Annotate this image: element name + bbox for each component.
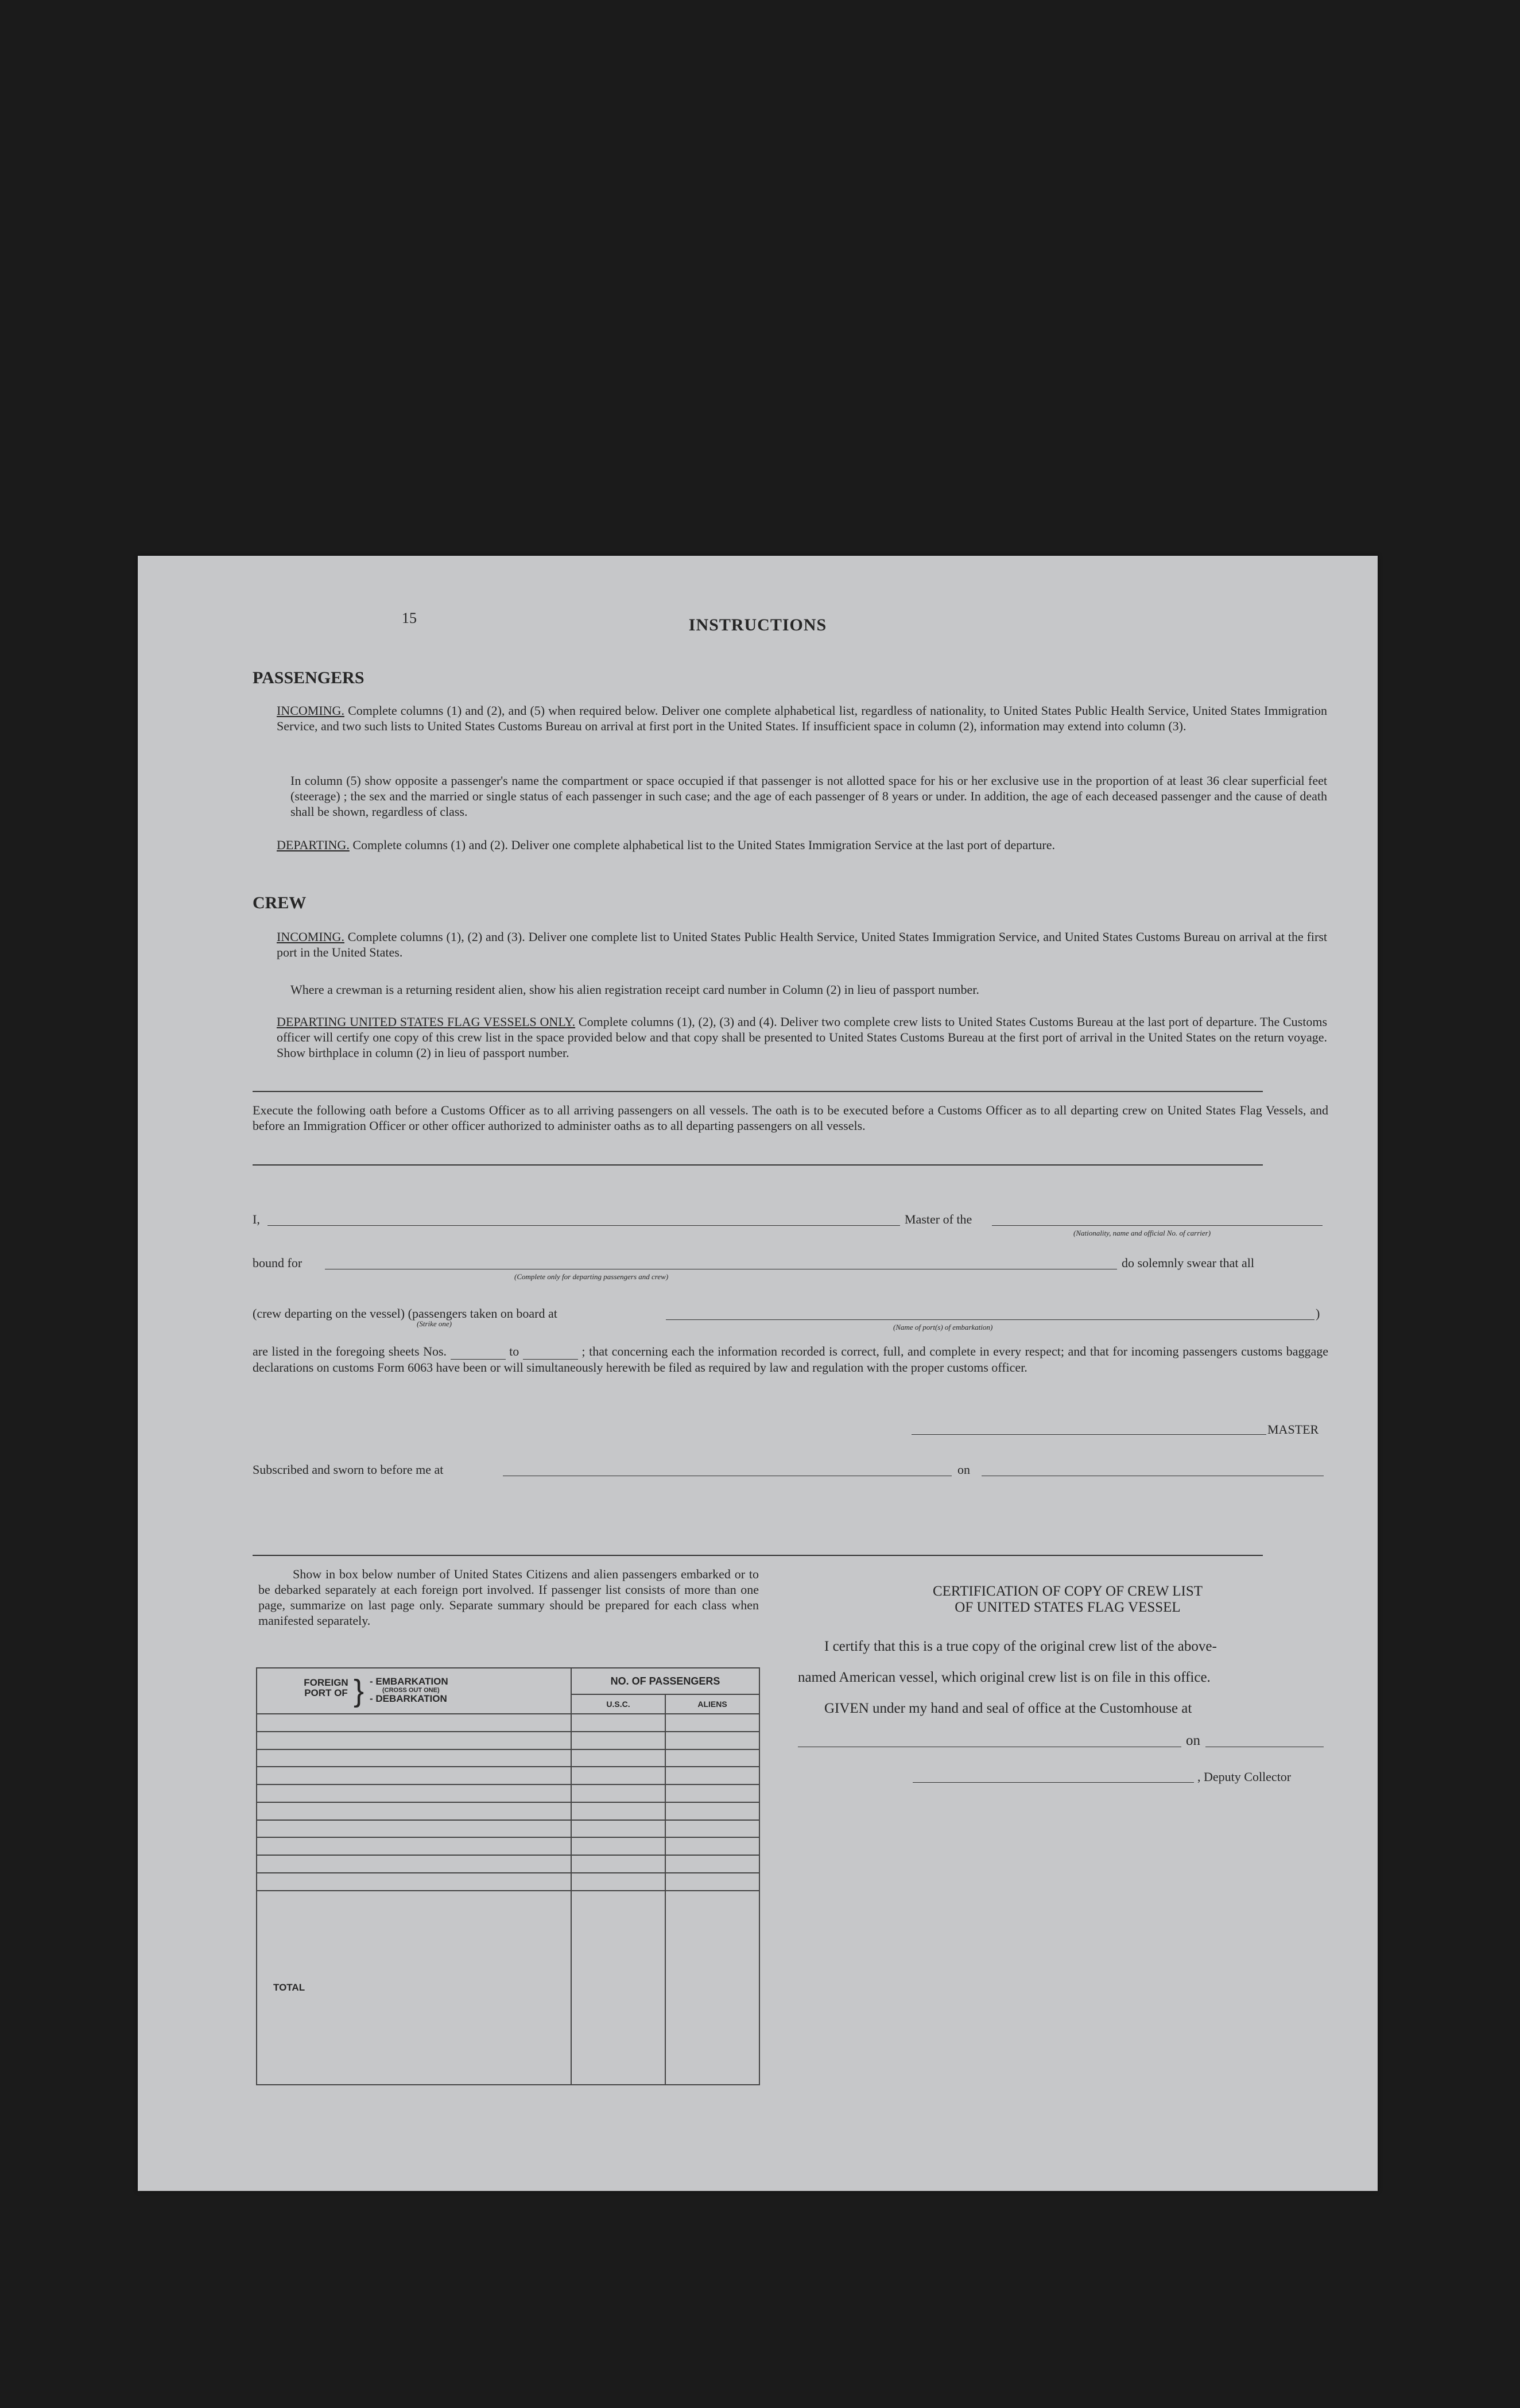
certification-line1: I certify that this is a true copy of the original crew list of the above-: [824, 1639, 1217, 1654]
master-label: MASTER: [1267, 1422, 1319, 1437]
aliens-cell[interactable]: [665, 1855, 759, 1873]
summary-row: [257, 1767, 759, 1784]
strike-one-note: (Strike one): [417, 1319, 452, 1328]
aliens-header: ALIENS: [665, 1694, 759, 1714]
summary-row: [257, 1820, 759, 1838]
bound-for-label: bound for: [253, 1256, 303, 1270]
summary-instructions: Show in box below number of United States Citizens and alien passengers embarked or to be debarked separately at each foreign port involved. If passenger list consists of more than one page, summarize on last page only. Separate summary should be prepared for each class when manifested separately.: [258, 1567, 759, 1628]
crew-departing-label-oath: (crew departing on the vessel) (passengers taken on board at: [253, 1306, 557, 1321]
certification-title: [827, 1584, 1309, 1616]
certification-line2: named American vessel, which original crew list is on file in this office.: [798, 1670, 1211, 1685]
crew-heading: CREW: [253, 893, 307, 912]
usc-header: U.S.C.: [571, 1694, 665, 1714]
passengers-departing: [277, 837, 1327, 853]
divider-bottom: [253, 1555, 1263, 1556]
aliens-cell[interactable]: [665, 1749, 759, 1767]
crew-incoming-label: INCOMING.: [277, 930, 344, 944]
subscribed-on-label: on: [957, 1462, 970, 1477]
ports-note: (Name of port(s) of embarkation): [893, 1323, 993, 1331]
crew-incoming-text: Complete columns (1), (2) and (3). Deliver one complete list to United States Public Health Service, United States Immigration Service, and United States Customs Bureau on arrival at the first port in the United States.: [277, 930, 1328, 959]
port-cell[interactable]: [257, 1749, 571, 1767]
debarkation-label: - DEBARKATION: [370, 1693, 447, 1704]
port-cell[interactable]: [257, 1784, 571, 1802]
port-cell[interactable]: [257, 1767, 571, 1784]
aliens-cell[interactable]: [665, 1714, 759, 1732]
brace-symbol: }: [354, 1674, 365, 1708]
divider-oath: [253, 1164, 1263, 1166]
summary-total-row: [257, 1891, 759, 2085]
crew-incoming: [277, 929, 1327, 960]
summary-row: [257, 1749, 759, 1767]
page-title: INSTRUCTIONS: [688, 615, 827, 634]
summary-row: [257, 1837, 759, 1855]
summary-row: [257, 1873, 759, 1891]
certification-on-label: on: [1186, 1733, 1200, 1748]
aliens-cell[interactable]: [665, 1820, 759, 1838]
usc-cell[interactable]: [571, 1873, 665, 1891]
sheet-to-line[interactable]: [523, 1344, 578, 1360]
listed-text-a: are listed in the foregoing sheets Nos.: [253, 1344, 447, 1358]
passengers-departing-text: Complete columns (1) and (2). Deliver one complete alphabetical list to the United States Immigration Service at the last port of departure.: [352, 838, 1056, 852]
deputy-signature-line[interactable]: [913, 1782, 1194, 1783]
subscribed-label: Subscribed and sworn to before me at: [253, 1462, 444, 1477]
carrier-line[interactable]: [992, 1225, 1323, 1226]
certification-title-line2: OF UNITED STATES FLAG VESSEL: [955, 1600, 1181, 1615]
port-cell[interactable]: [257, 1837, 571, 1855]
foreign-port-label: FOREIGN PORT OF: [304, 1677, 348, 1698]
aliens-cell[interactable]: [665, 1732, 759, 1749]
master-signature-line[interactable]: [912, 1434, 1266, 1435]
crew-departing-label: DEPARTING UNITED STATES FLAG VESSELS ONLY.: [277, 1015, 576, 1029]
departing-note: (Complete only for departing passengers and crew): [514, 1272, 669, 1281]
port-cell[interactable]: [257, 1802, 571, 1820]
summary-header-port: [257, 1668, 571, 1714]
summary-row: [257, 1732, 759, 1749]
certification-title-line1: CERTIFICATION OF COPY OF CREW LIST: [932, 1584, 1203, 1599]
swear-text: do solemnly swear that all: [1122, 1256, 1254, 1270]
nationality-note: (Nationality, name and official No. of carrier): [1073, 1229, 1211, 1237]
crew-departing-text: Complete columns (1), (2), (3) and (4). Deliver two complete crew lists to United States Customs Bureau at the last port of departure. The Customs officer will certify one copy of this crew list in the space provided below and that copy shall be presented to United States Customs Bureau at the first port of arrival in the United States on the return voyage. Show birthplace in column (2) in lieu of passport number.: [277, 1015, 1328, 1060]
aliens-cell[interactable]: [665, 1837, 759, 1855]
port-cell[interactable]: [257, 1714, 571, 1732]
summary-row: [257, 1784, 759, 1802]
master-of-label: Master of the: [905, 1212, 972, 1226]
summary-row: [257, 1855, 759, 1873]
total-usc-cell[interactable]: [571, 1891, 665, 2085]
aliens-cell[interactable]: [665, 1784, 759, 1802]
passenger-summary-table: [256, 1667, 760, 2085]
usc-cell[interactable]: [571, 1732, 665, 1749]
usc-cell[interactable]: [571, 1802, 665, 1820]
embarkation-label: - EMBARKATION: [370, 1676, 448, 1687]
passengers-incoming-label: INCOMING.: [277, 703, 344, 718]
close-paren: ): [1316, 1306, 1320, 1321]
usc-cell[interactable]: [571, 1855, 665, 1873]
port-cell[interactable]: [257, 1873, 571, 1891]
passengers-column5: In column (5) show opposite a passenger's name the compartment or space occupied if that passenger is not allotted space for his or her exclusive use in the proportion of at least 36 clear superficial feet (steerage) ; the sex and the married or single status of each passenger in such case; and the age of each passenger of 8 years or under. In addition, the age of each deceased passenger and the cause of death shall be shown, regardless of class.: [290, 773, 1327, 819]
crew-departing: [277, 1014, 1327, 1060]
master-name-line[interactable]: [267, 1225, 900, 1226]
usc-cell[interactable]: [571, 1784, 665, 1802]
aliens-cell[interactable]: [665, 1873, 759, 1891]
port-cell[interactable]: [257, 1820, 571, 1838]
usc-cell[interactable]: [571, 1749, 665, 1767]
listed-text: [253, 1344, 1328, 1375]
aliens-cell[interactable]: [665, 1767, 759, 1784]
aliens-cell[interactable]: [665, 1802, 759, 1820]
passengers-departing-label: DEPARTING.: [277, 838, 350, 852]
sheet-from-line[interactable]: [451, 1344, 506, 1360]
listed-text-b: ; that concerning each the information recorded is correct, full, and complete in every respect; and that for incoming passengers customs baggage declarations on customs Form 6063 have been or will simultaneously herewith be filed as required by law and regulation with the proper customs officer.: [253, 1344, 1329, 1375]
embarkation-port-line[interactable]: [666, 1319, 1315, 1320]
deputy-collector-label: , Deputy Collector: [1197, 1770, 1292, 1784]
passengers-heading: PASSENGERS: [253, 668, 365, 687]
cross-out-note: (CROSS OUT ONE): [382, 1687, 440, 1694]
page-number: 15: [402, 610, 417, 626]
summary-row: [257, 1714, 759, 1732]
usc-cell[interactable]: [571, 1837, 665, 1855]
crew-resident: Where a crewman is a returning resident alien, show his alien registration receipt card number in Column (2) in lieu of passport number.: [290, 982, 979, 997]
summary-row: [257, 1802, 759, 1820]
oath-intro: Execute the following oath before a Customs Officer as to all arriving passengers on all vessels. The oath is to be executed before a Customs Officer as to all departing crew on United States Flag Vessels, and before an Immigration Officer or other officer authorized to administer oaths as to all departing passengers on all vessels.: [253, 1103, 1328, 1133]
passengers-incoming: [277, 703, 1327, 734]
divider-top: [253, 1091, 1263, 1092]
usc-cell[interactable]: [571, 1820, 665, 1838]
document-page: [138, 556, 1378, 2191]
port-cell[interactable]: [257, 1732, 571, 1749]
usc-cell[interactable]: [571, 1767, 665, 1784]
no-of-passengers-header: NO. OF PASSENGERS: [571, 1668, 759, 1694]
total-label: TOTAL: [257, 1891, 571, 2085]
port-cell[interactable]: [257, 1855, 571, 1873]
certification-given: GIVEN under my hand and seal of office at the Customhouse at: [824, 1701, 1192, 1716]
total-aliens-cell[interactable]: [665, 1891, 759, 2085]
passengers-incoming-text: Complete columns (1) and (2), and (5) when required below. Deliver one complete alphabetical list, regardless of nationality, to United States Public Health Service, United States Immigration Service, and two such lists to United States Customs Bureau on arrival at first port in the United States. If insufficient space in column (2), information may extend into column (3).: [277, 703, 1328, 733]
oath-i-label: I,: [253, 1212, 260, 1226]
usc-cell[interactable]: [571, 1714, 665, 1732]
listed-to: to: [509, 1344, 519, 1358]
